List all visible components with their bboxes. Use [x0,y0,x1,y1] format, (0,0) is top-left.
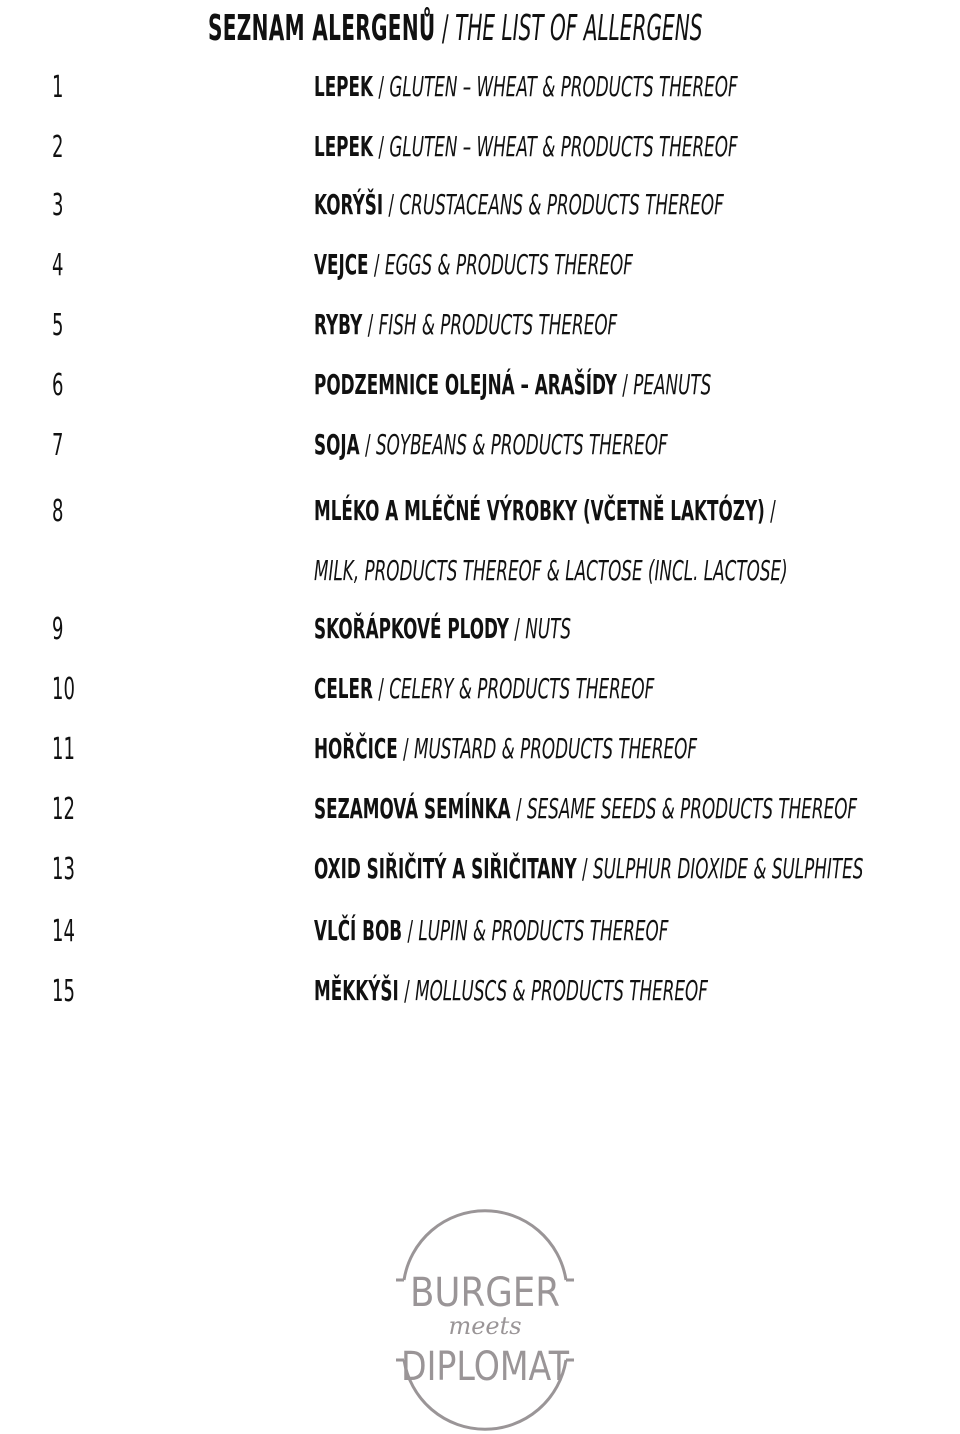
logo-word-diplomat: DIPLOMAT [401,1344,570,1390]
allergen-row [0,612,960,652]
allergen-czech: VEJCE [314,248,369,281]
allergen-separator: / [508,612,526,645]
allergen-number: 3 [52,188,64,223]
allergen-number: 13 [52,852,75,887]
allergen-czech: MLÉKO A MLÉČNÉ VÝROBKY (VČETNĚ LAKTÓZY) [314,494,765,527]
logo-word-burger: BURGER [410,1270,560,1316]
allergen-row [0,368,960,408]
allergen-separator: / [362,308,379,341]
allergen-english: MILK, PRODUCTS THEREOF & LACTOSE (INCL. LACTOSE) [314,554,788,587]
allergen-separator: / [576,852,593,885]
allergen-text [314,792,857,825]
allergen-separator: / [372,70,390,103]
allergen-row [0,130,960,170]
allergen-english: GLUTEN – WHEAT & PRODUCTS THEREOF [389,130,738,163]
allergen-separator: / [510,792,527,825]
allergen-number: 15 [52,974,75,1009]
allergen-text [314,554,788,587]
allergen-english: CELERY & PRODUCTS THEREOF [389,672,655,705]
allergen-english: MUSTARD & PRODUCTS THEREOF [414,732,698,765]
allergen-row [0,672,960,712]
allergen-separator: / [383,188,400,221]
allergen-row [0,308,960,348]
allergen-text [314,612,571,645]
allergen-row [0,248,960,288]
allergen-czech: LEPEK [314,130,373,163]
title-english: THE LIST OF ALLERGENS [455,8,703,49]
title-czech: SEZNAM ALERGENŮ [208,8,436,49]
burger-meets-diplomat-logo [390,1210,580,1432]
logo-word-meets: meets [448,1312,522,1340]
allergen-english: NUTS [525,612,572,645]
allergen-english: EGGS & PRODUCTS THEREOF [384,248,633,281]
allergen-english: LUPIN & PRODUCTS THEREOF [418,914,669,947]
allergen-number: 5 [52,308,64,343]
allergen-text [314,188,724,221]
allergen-text [314,974,708,1007]
allergen-czech: PODZEMNICE OLEJNÁ – ARAŠÍDY [314,368,617,401]
allergen-english: SULPHUR DIOXIDE & SULPHITES [592,852,864,885]
allergen-separator: / [359,428,376,461]
allergen-english: MOLLUSCS & PRODUCTS THEREOF [415,974,708,1007]
allergen-separator: / [764,494,776,527]
allergen-czech: HOŘČICE [314,732,398,765]
allergen-number: 14 [52,914,75,949]
allergen-number: 11 [52,732,75,767]
allergen-text [314,732,697,765]
allergen-text [314,308,617,341]
allergen-text [314,494,776,527]
allergen-text [314,914,668,947]
allergen-number: 9 [52,612,64,647]
allergen-text [314,428,668,461]
allergen-separator: / [368,248,385,281]
allergen-text [314,70,738,103]
allergen-english: FISH & PRODUCTS THEREOF [378,308,618,341]
allergen-number: 4 [52,248,64,283]
allergen-row [0,974,960,1014]
allergen-separator: / [398,974,416,1007]
allergen-text [314,248,633,281]
allergen-text [314,852,863,885]
allergen-czech: SEZAMOVÁ SEMÍNKA [314,792,511,825]
title-separator: / [435,8,456,49]
allergen-row [0,792,960,832]
allergen-separator: / [372,672,390,705]
allergen-czech: SKOŘÁPKOVÉ PLODY [314,612,509,645]
allergen-number: 6 [52,368,64,403]
allergen-number: 12 [52,792,75,827]
allergen-row-continuation [0,554,960,594]
allergen-czech: VLČÍ BOB [314,914,403,947]
allergen-number: 8 [52,494,64,529]
allergen-czech: CELER [314,672,373,705]
allergen-number: 7 [52,428,64,463]
allergen-separator: / [402,914,419,947]
allergen-text [314,368,711,401]
allergen-row [0,852,960,892]
allergen-number: 1 [52,70,64,105]
allergen-row [0,188,960,228]
allergen-number: 2 [52,130,64,165]
allergen-row [0,914,960,954]
allergen-text [314,130,738,163]
allergen-row [0,428,960,468]
allergen-text [314,672,654,705]
page-title [208,8,702,49]
allergen-english: CRUSTACEANS & PRODUCTS THEREOF [399,188,724,221]
allergen-english: PEANUTS [633,368,712,401]
allergen-separator: / [616,368,634,401]
allergen-czech: MĚKKÝŠI [314,974,399,1007]
allergen-separator: / [397,732,415,765]
allergen-czech: LEPEK [314,70,373,103]
allergen-english: SESAME SEEDS & PRODUCTS THEREOF [526,792,858,825]
allergen-row [0,494,960,534]
allergen-czech: SOJA [314,428,360,461]
allergen-separator: / [372,130,390,163]
allergen-czech: KORÝŠI [314,188,384,221]
allergen-number: 10 [52,672,75,707]
allergen-czech: OXID SIŘIČITÝ A SIŘIČITANY [314,852,577,885]
allergen-english: GLUTEN – WHEAT & PRODUCTS THEREOF [389,70,738,103]
allergen-row [0,70,960,110]
allergen-czech: RYBY [314,308,363,341]
allergen-row [0,732,960,772]
allergen-english: SOYBEANS & PRODUCTS THEREOF [375,428,668,461]
